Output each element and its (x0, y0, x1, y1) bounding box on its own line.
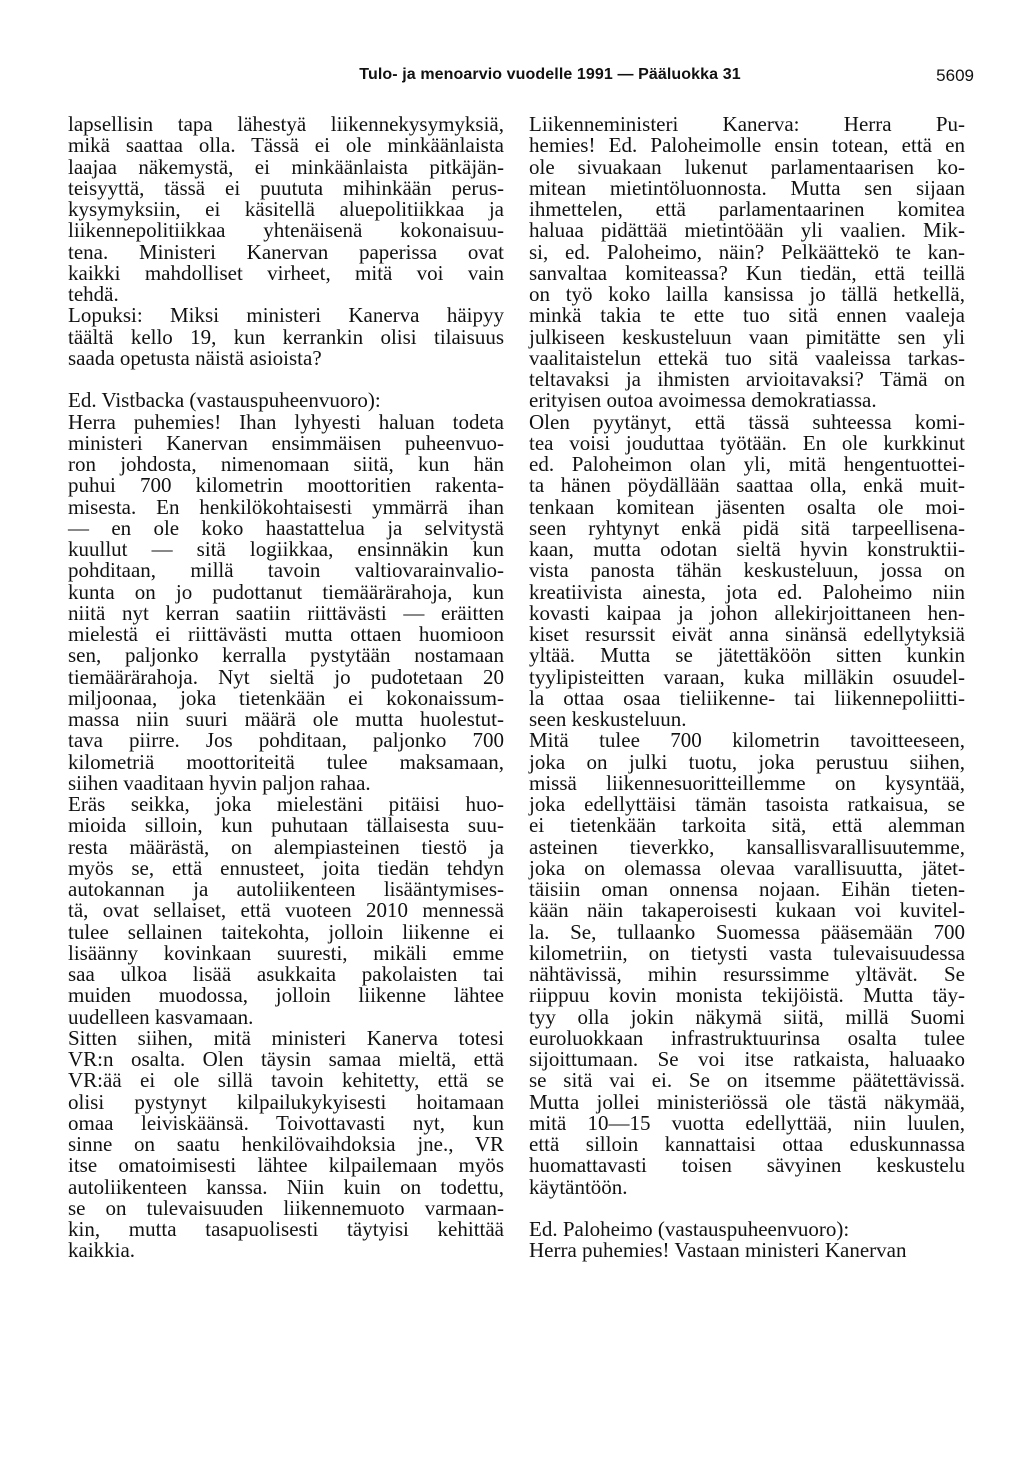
text-line: ta hänen pöydällään saattaa olla, enkä muit- (529, 473, 965, 498)
text-line: myös se, että ennusteet, joita tiedän tehdyn (68, 855, 504, 880)
text-line: ei tietenkään tarkoita sitä, että alemman (529, 813, 965, 838)
text-line: tena. Ministeri Kanervan paperissa ovat (68, 239, 504, 264)
text-line: kysymyksiin, ei käsitellä aluepolitiikkaa ja (68, 197, 504, 221)
text-line: muiden muodossa, jolloin liikenne lähtee (68, 983, 504, 1008)
text-line (529, 1198, 965, 1219)
text-line: Mitä tulee 700 kilometrin tavoitteeseen, (529, 728, 965, 753)
text-line: missä liikennesuoritteillemme on kysyntää, (529, 770, 965, 795)
text-line: tenkaan komitean jäsenten osalta ole moi- (529, 494, 965, 519)
text-line: tyy olla jokin näkymä siitä, millä Suomi (529, 1004, 965, 1029)
text-line: mitean mietintöluonnosta. Mutta sen sijaan (529, 175, 965, 200)
text-line: tea voisi jouduttaa työtään. En ole kurkkinut (529, 430, 965, 455)
text-line: hemies! Ed. Paloheimolle ensin totean, että en (529, 133, 965, 158)
text-line: ed. Paloheimon olan yli, mitä hengentuottei- (529, 452, 965, 476)
text-line: la ottaa osaa tieliikenne- tai liikennepoliitti- (529, 685, 965, 710)
text-line: tehdä. (68, 282, 119, 306)
text-line (68, 369, 504, 390)
text-line: mikä saattaa olla. Tässä ei ole minkäänlaista (68, 133, 504, 158)
text-line: autoliikenteen kanssa. Niin kuin on todettu, (68, 1174, 504, 1199)
text-line: la. Se, tullaanko Suomessa pääsemään 700 (529, 919, 965, 944)
text-line: euroluokkaan infrastruktuurinsa osalta tulee (529, 1025, 965, 1050)
text-line: kin, mutta tasapuolisesti täytyisi kehittää (68, 1217, 504, 1241)
text-line: lapsellisin tapa lähestyä liikennekysymyksiä, (68, 112, 504, 136)
text-line: mielestä ei riittävästi mutta ottaen huomioon (68, 622, 504, 646)
text-line: joka on olemassa olevaa varallisuutta, jätet- (529, 855, 965, 880)
text-line: teltavaksi ja ihmisten arvioitavaksi? Tämä on (529, 367, 965, 391)
text-line: Eräs seikka, joka mielestäni pitäisi huo- (68, 792, 504, 816)
text-line: sinne on saatu henkilövaihdoksia jne., VR (68, 1132, 504, 1156)
text-line: minkä takia te ette tuo sitä ennen vaaleja (529, 303, 965, 328)
text-line: lisäänny kovinkaan suuresti, mikäli emme (68, 940, 504, 965)
text-line: että silloin kannattaisi ottaa eduskunnassa (529, 1132, 965, 1156)
text-line: vista panosta tähän keskusteluun, jossa on (529, 558, 965, 583)
text-line: mitä 10—15 vuotta edellyttää, niin luulen, (529, 1110, 965, 1135)
text-line: asteinen tieverkko, kansallisvarallisuutemme, (529, 834, 965, 859)
text-line: kaikki mahdolliset virheet, mitä voi vain (68, 260, 504, 285)
text-line: — en ole koko haastattelua ja selvitystä (68, 515, 504, 540)
text-line: se on tulevaisuuden liikennemuoto varmaan- (68, 1195, 504, 1220)
text-line: si, ed. Paloheimo, näin? Pelkäättekö te kan- (529, 239, 965, 264)
text-line: huomattavasti toisen sävyinen keskustelu (529, 1153, 965, 1178)
text-line: sen, paljonko kerralla pystytään nostamaan (68, 643, 504, 668)
text-line: nähtävissä, mihin resurssimme yltävät. Se (529, 962, 965, 986)
text-line: tyylipisteitten varaan, kuka milläkin osuudel- (529, 664, 965, 689)
text-line: sijoittumaan. Se voi itse ratkaista, haluaako (529, 1047, 965, 1071)
text-line: erityisen outoa avoimessa demokratiassa. (529, 388, 877, 413)
text-line: uudelleen kasvamaan. (68, 1004, 254, 1029)
text-line: seen ryhtynyt enkä pidä sitä tarpeellisena- (529, 515, 965, 540)
text-line: yltää. Mutta se jätettäköön sitten kunkin (529, 643, 965, 668)
text-line: ole sivuakaan lukenut parlamentaarisen ko- (529, 154, 965, 179)
text-line: kilometriä moottoriteitä tulee maksamaan, (68, 749, 504, 774)
text-line: julkiseen keskusteluun vaan pimitätte sen yli (529, 324, 965, 349)
text-line: liikennepolitiikkaa yhtenäisenä kokonaisuu- (68, 218, 504, 243)
text-line: Herra puhemies! Ihan lyhyesti haluan todeta (68, 409, 504, 434)
text-line: olisi pystynyt kilpailukykyisesti hoitamaan (68, 1089, 504, 1114)
text-line: kaan, mutta odotan sieltä hyvin konstruktii- (529, 537, 965, 561)
text-line: kovasti kaipaa ja johon allekirjoittaneen hen- (529, 600, 965, 625)
text-line: Sitten siihen, mitä ministeri Kanerva totesi (68, 1025, 504, 1050)
text-line: itse omatoimisesti lähtee kilpailemaan myös (68, 1153, 504, 1178)
text-line: puhui 700 kilometrin moottoritien rakenta- (68, 473, 504, 498)
text-line: Mutta jollei ministeriössä ole tästä näkymää, (529, 1089, 965, 1114)
text-line: joka on julki tuotu, joka perustuu siihen, (529, 749, 965, 774)
text-line: käytäntöön. (529, 1174, 628, 1199)
text-line: niitä nyt kerran saatiin riittävästi — eräitten (68, 600, 504, 625)
text-line: kunta on jo pudottanut tiemäärärahoja, kun (68, 579, 504, 604)
text-line: misesta. En henkilökohtaisesti ymmärrä ihan (68, 494, 504, 519)
right-text-column (529, 114, 965, 1262)
text-line: kään näin takaperoisesti kukaan voi kuvitel- (529, 898, 965, 923)
text-line: siihen vaaditaan hyvin paljon rahaa. (68, 770, 371, 795)
text-line: tava piirre. Jos pohditaan, paljonko 700 (68, 728, 504, 753)
text-line: kreatiivista ainesta, jota ed. Paloheimo niin (529, 579, 965, 604)
text-line: resta määrästä, on alempiasteinen tiestö ja (68, 834, 504, 859)
text-line: Olen pyytänyt, että tässä suhteessa komi- (529, 409, 965, 434)
text-line: VR:n osalta. Olen täysin samaa mieltä, että (68, 1047, 504, 1071)
left-text-column (68, 114, 504, 1262)
text-line: joka edellyttäisi tämän tasoista ratkaisua, se (529, 792, 965, 816)
text-line: Lopuksi: Miksi ministeri Kanerva häipyy (68, 303, 504, 328)
text-line: miljoonaa, joka tietenkään ei kokonaissum- (68, 685, 504, 710)
text-line: Ed. Vistbacka (vastauspuheenvuoro): (68, 388, 381, 413)
text-line: ministeri Kanervan ensimmäisen puheenvuo- (68, 430, 504, 455)
page-number: 5609 (936, 66, 974, 85)
text-line: täältä kello 19, kun kerrankin olisi tilaisuus (68, 324, 504, 349)
text-line: kiset resurssit eivät anna sinänsä edellytyksiä (529, 622, 965, 646)
text-line: tä, ovat sellaiset, että vuoteen 2010 mennessä (68, 898, 504, 923)
text-line: teisyyttä, tässä ei puututa mihinkään perus- (68, 175, 504, 200)
text-line: vaalitaistelun ettekä tuo sitä vaaleissa tarkas- (529, 345, 965, 370)
text-line: riippuu kovin monista tekijöistä. Mutta täy- (529, 983, 965, 1008)
text-line: seen keskusteluun. (529, 707, 687, 731)
text-line: pohditaan, millä tavoin valtiovarainvalio- (68, 558, 504, 583)
text-line: tulee sellainen taitekohta, jolloin liikenne ei (68, 919, 504, 944)
text-line: kuullut — sitä logiikkaa, ensinnäkin kun (68, 537, 504, 561)
text-line: Liikenneministeri Kanerva: Herra Pu- (529, 112, 965, 136)
text-line: saa ulkoa lisää asukkaita pakolaisten tai (68, 962, 504, 986)
running-header: Tulo- ja menoarvio vuodelle 1991 — Pääluokka 31 (359, 66, 741, 83)
text-line: täisiin oman onnensa nojaan. Eihän tieten- (529, 877, 965, 901)
text-line: mioida silloin, kun puhutaan tällaisesta suu- (68, 813, 504, 838)
text-line: massa niin suuri määrä ole mutta huolestut- (68, 707, 504, 731)
text-line: haluaa pidättää mietintöään yli vaalien. Mik- (529, 218, 965, 243)
text-line: ihmettelen, että parlamentaarinen komitea (529, 197, 965, 221)
text-line: autokannan ja autoliikenteen lisääntymises- (68, 877, 504, 901)
text-line: Herra puhemies! Vastaan ministeri Kanervan (529, 1238, 907, 1263)
text-line: laajaa näkemystä, ei minkäänlaista pitkäjän- (68, 154, 504, 179)
text-line: VR:ää ei ole sillä tavoin kehitetty, että se (68, 1068, 504, 1093)
text-line: kaikkia. (68, 1238, 136, 1263)
text-line: kilometriin, on tietysti vasta tulevaisuudessa (529, 940, 965, 965)
text-line: saada opetusta näistä asioista? (68, 345, 322, 370)
text-line: sanvaltaa komiteassa? Kun tiedän, että teillä (529, 260, 965, 285)
text-line: omaa leiviskäänsä. Toivottavasti nyt, kun (68, 1110, 504, 1135)
text-line: ron johdosta, nimenomaan siitä, kun hän (68, 452, 504, 476)
text-line: tiemäärärahoja. Nyt sieltä jo pudotetaan 20 (68, 664, 504, 689)
text-line: se sitä vai ei. Se on itsemme päätettävissä. (529, 1068, 965, 1093)
text-line: on työ koko lailla kansissa jo tällä hetkellä, (529, 282, 965, 306)
text-line: Ed. Paloheimo (vastauspuheenvuoro): (529, 1217, 850, 1241)
